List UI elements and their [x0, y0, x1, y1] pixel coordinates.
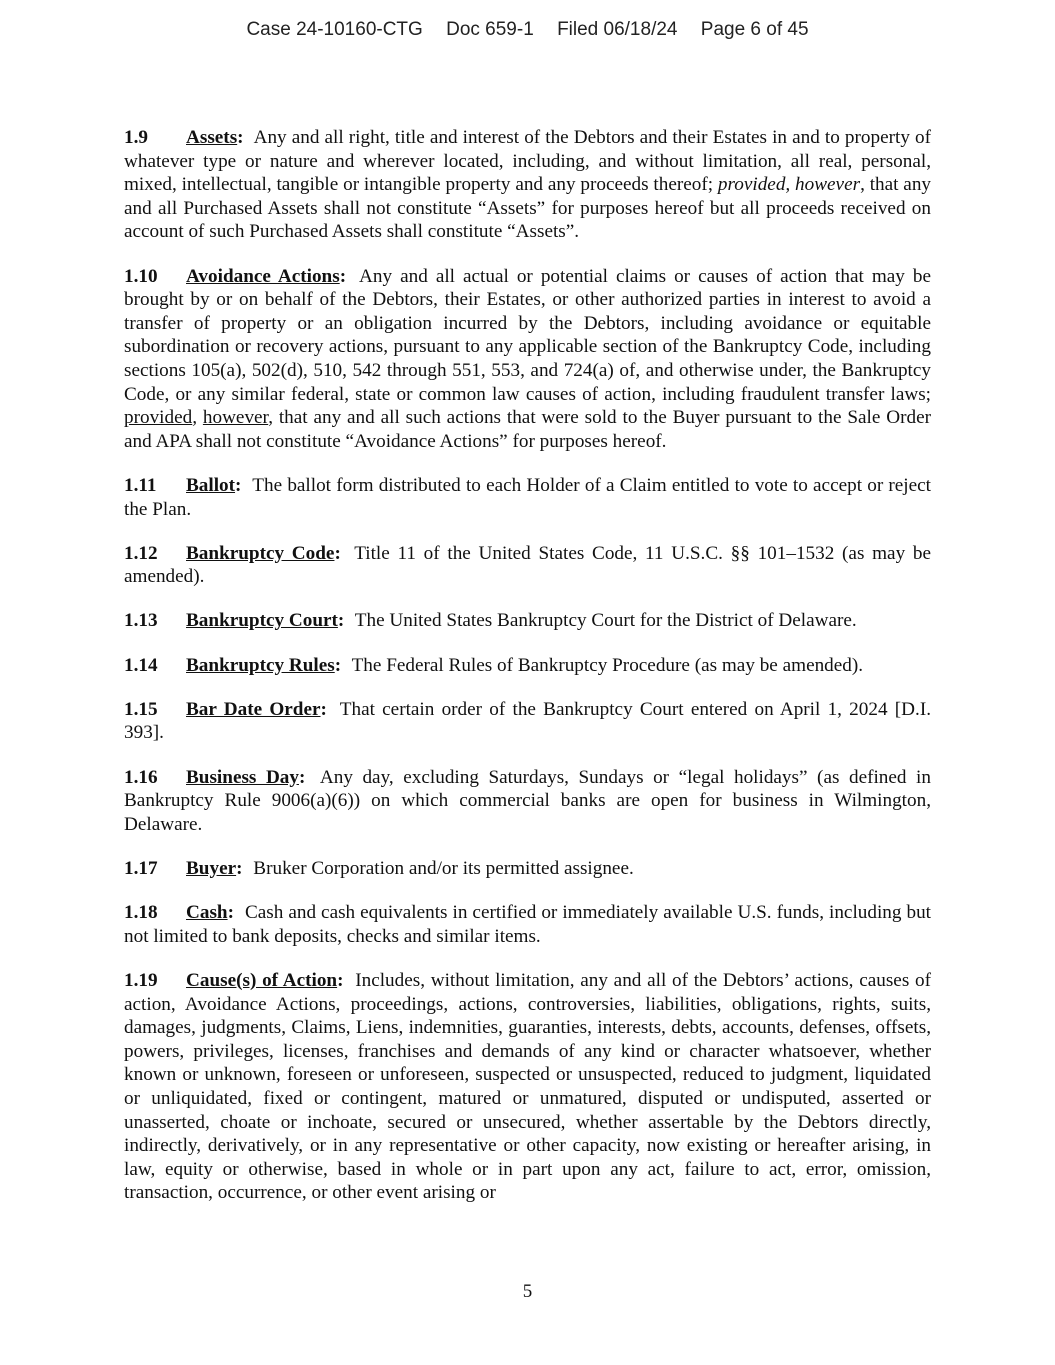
definition-1-15: 1.15 Bar Date Order: That certain order of the Bankruptcy Court entered on April 1, 2024 [D.I. 393].: [124, 698, 932, 744]
definition-number: 1.13: [124, 610, 158, 632]
definition-proviso-comma: ,: [192, 407, 203, 429]
definition-text-cont: , that any and all Purchased Assets shall not constitute “Assets” for purposes hereof but all proceeds received on account of such Purchased Assets shall constitute “Assets”.: [124, 174, 932, 243]
definition-text: Any and all actual or potential claims or causes of action that may be brought by or on behalf of the Debtors, their Estates, or other authorized parties in interest to avoid a transfer of property or an obligation incurred by the Debtors, including avoidance or equitable subordination or recovery actions, pursuant to any applicable section of the Bankruptcy Code, including sections 105(a), 502(d), 510, 542 through 551, 553, and 724(a) of, and otherwise under, the Bankruptcy Code, or any similar federal, state or common law causes of action, including fraudulent transfer laws;: [124, 265, 931, 405]
definition-text: Title 11 of the United States Code, 11 U.S.C. §§ 101–1532 (as may be amended).: [124, 542, 931, 588]
definition-1-10: 1.10 Avoidance Actions: Any and all actual or potential claims or causes of action that may be brought by or on behalf of the Debtors, their Estates, or other authorized parties in interest to avoid a transfer of property or an obligation incurred by the Debtors, including avoidance or equitable subordination or recovery actions, pursuant to any applicable section of the Bankruptcy Code, including sections 105(a), 502(d), 510, 542 through 551, 553, and 724(a) of, and otherwise under, the Bankruptcy Code, or any similar federal, state or common law causes of action, including fraudulent transfer laws; provided, however, that any and all such actions that were sold to the Buyer pursuant to the Sale Order and APA shall not constitute “Avoidance Actions” for purposes hereof.: [124, 265, 932, 452]
definition-text: The Federal Rules of Bankruptcy Procedure (as may be amended).: [351, 654, 864, 676]
definition-text: Any and all right, title and interest of the Debtors and their Estates in and to property of whatever type or nature and wherever located, including, and without limitation, all real, personal, mixed, intellectual, tangible or intangible property and any proceeds thereof;: [124, 127, 931, 196]
case-header: [0, 19, 1055, 41]
definition-term: Bar Date Order: [186, 698, 321, 720]
definition-number: 1.14: [124, 654, 158, 676]
definition-number: 1.15: [124, 698, 158, 720]
definition-term: Cause(s) of Action: [186, 969, 338, 991]
definition-1-18: 1.18 Cash: Cash and cash equivalents in certified or immediately available U.S. funds, including but not limited to bank deposits, checks and similar items.: [124, 902, 931, 947]
definition-proviso-however: however: [202, 407, 269, 429]
definition-term: Business Day: [186, 766, 299, 788]
definition-text: Any day, excluding Saturdays, Sundays or “legal holidays” (as defined in Bankruptcy Rule 9006(a)(6)) on which commercial banks are open for business in Wilmington, Delaware.: [124, 766, 931, 835]
definition-proviso-provided: provided: [124, 407, 193, 429]
definition-text: Cash and cash equivalents in certified or immediately available U.S. funds, including but not limited to bank deposits, checks and similar items.: [124, 902, 931, 947]
definition-term: Bankruptcy Rules: [186, 654, 335, 676]
definition-term: Bankruptcy Court: [186, 610, 338, 632]
definition-number: 1.9: [124, 127, 148, 148]
doc-number: Doc 659-1: [446, 19, 534, 40]
definition-text: Bruker Corporation and/or its permitted assignee.: [253, 858, 634, 879]
definition-term: Buyer: [186, 858, 237, 879]
definition-text: Includes, without limitation, any and all of the Debtors’ actions, causes of action, Avoidance Actions, proceedings, actions, controversies, liabilities, obligations, rights, suits, damages, judgments, Claims, Liens, indemnities, guaranties, interests, debts, accounts, defenses, offsets, powers, privileges, licenses, franchises and demands of any kind or character whatsoever, whether known or unknown, foreseen or unforeseen, suspected or unsuspected, reduced to judgment, liquidated or unliquidated, fixed or contingent, matured or unmatured, disputed or undisputed, asserted or unasserted, choate or inchoate, secured or unsecured, whether assertable by the Debtors directly, indirectly, derivatively, or in any representative or other capacity, now existing or hereafter arising, in law, equity or otherwise, based in whole or in part upon any act, failure to act, error, omission, transaction, occurrence, or other event arising or: [124, 969, 931, 1204]
definition-number: 1.11: [124, 474, 157, 496]
page-indicator: Page 6 of 45: [700, 19, 809, 40]
definition-1-14: 1.14 Bankruptcy Rules: The Federal Rules of Bankruptcy Procedure (as may be amended).: [124, 654, 864, 676]
definition-text: The ballot form distributed to each Holder of a Claim entitled to vote to accept or reject the Plan.: [124, 474, 932, 520]
definitions-section: [124, 126, 931, 1226]
definition-1-12: 1.12 Bankruptcy Code: Title 11 of the United States Code, 11 U.S.C. §§ 101–1532 (as may be amended).: [124, 542, 931, 588]
definition-term: Bankruptcy Code: [186, 542, 335, 564]
definition-number: 1.10: [124, 265, 158, 287]
definition-term: Assets: [186, 127, 238, 148]
definition-text: That certain order of the Bankruptcy Court entered on April 1, 2024 [D.I. 393].: [124, 698, 932, 744]
definition-number: 1.18: [124, 902, 158, 924]
filed-date: Filed 06/18/24: [557, 19, 678, 40]
definition-1-11: 1.11 Ballot: The ballot form distributed to each Holder of a Claim entitled to vote to accept or reject the Plan.: [124, 474, 932, 520]
definition-number: 1.16: [124, 766, 158, 788]
definition-term: Cash: [186, 902, 228, 924]
definition-number: 1.12: [124, 542, 158, 564]
definition-text: The United States Bankruptcy Court for the District of Delaware.: [354, 610, 857, 632]
definition-proviso: provided, however: [717, 174, 861, 196]
case-number: Case 24-10160-CTG: [246, 19, 423, 40]
page-number: 5: [522, 1281, 533, 1302]
definition-term: Ballot: [186, 474, 236, 496]
definition-1-17: 1.17 Buyer: Bruker Corporation and/or its permitted assignee.: [124, 858, 634, 879]
definition-term: Avoidance Actions: [186, 265, 340, 287]
definition-1-16: 1.16 Business Day: Any day, excluding Saturdays, Sundays or “legal holidays” (as defined in Bankruptcy Rule 9006(a)(6)) on which commercial banks are open for business in Wilmington, Delaware.: [124, 766, 931, 835]
definition-1-19: 1.19 Cause(s) of Action: Includes, without limitation, any and all of the Debtors’ actions, causes of action, Avoidance Actions, proceedings, actions, controversies, liabilities, obligations, rights, suits, damages, judgments, Claims, Liens, indemnities, guaranties, interests, debts, accounts, defenses, offsets, powers, privileges, licenses, franchises and demands of any kind or character whatsoever, whether known or unknown, foreseen or unforeseen, suspected or unsuspected, reduced to judgment, liquidated or unliquidated, fixed or contingent, matured or unmatured, disputed or undisputed, asserted or unasserted, choate or inchoate, secured or unsecured, whether assertable by the Debtors directly, indirectly, derivatively, or in any representative or other capacity, now existing or hereafter arising, in law, equity or otherwise, based in whole or in part upon any act, failure to act, error, omission, transaction, occurrence, or other event arising or: [124, 969, 931, 1204]
definition-text-cont: , that any and all such actions that were sold to the Buyer pursuant to the Sale Order and APA shall not constitute “Avoidance Actions” for purposes hereof.: [124, 407, 932, 452]
definition-1-9: 1.9 Assets: Any and all right, title and interest of the Debtors and their Estates in and to property of whatever type or nature and wherever located, including, and without limitation, all real, personal, mixed, intellectual, tangible or intangible property and any proceeds thereof; provided, however, that any and all Purchased Assets shall not constitute “Assets” for purposes hereof but all proceeds received on account of such Purchased Assets shall constitute “Assets”.: [124, 127, 932, 243]
definition-number: 1.19: [124, 969, 158, 991]
definition-1-13: 1.13 Bankruptcy Court: The United States Bankruptcy Court for the District of Delaware.: [124, 610, 857, 632]
definition-number: 1.17: [124, 858, 158, 879]
